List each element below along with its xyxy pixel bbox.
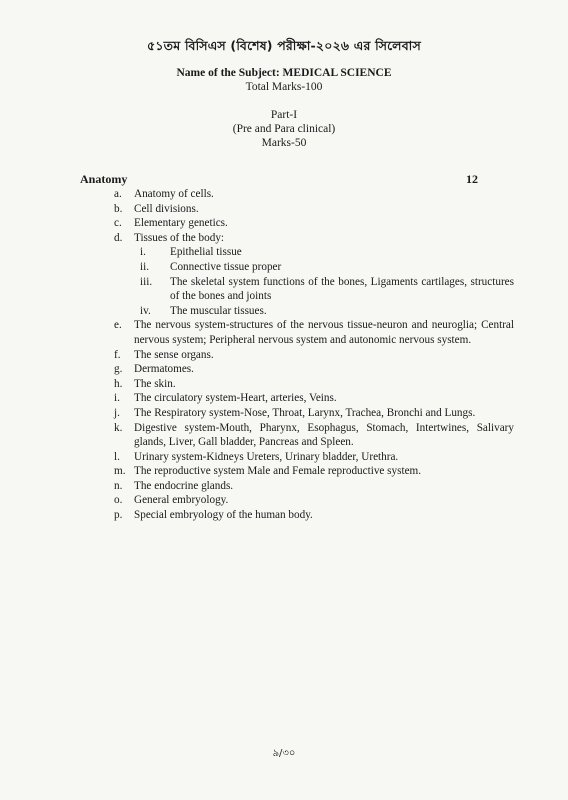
part-title: Part-I — [270, 109, 298, 121]
list-item — [114, 450, 514, 465]
list-marker: c. — [114, 217, 122, 230]
page-number: ৯/৩০ — [272, 748, 296, 759]
list-marker: g. — [114, 363, 123, 376]
list-marker: b. — [114, 202, 123, 215]
list-marker: e. — [114, 319, 122, 332]
sub-list-marker: ii. — [140, 260, 150, 273]
list-item-text: The endocrine glands. — [134, 479, 234, 492]
sub-list-item-text: The skeletal system functions of the bones, Ligaments cartilages, structures of the bones and joints — [170, 275, 514, 303]
list-item-text: Cell divisions. — [134, 202, 199, 215]
list-marker: f. — [114, 348, 121, 361]
sub-list-item — [114, 304, 514, 319]
list-marker: d. — [114, 231, 123, 244]
list-item — [114, 493, 514, 508]
list-item-text: The Respiratory system-Nose, Throat, Larynx, Trachea, Bronchi and Lungs. — [134, 406, 476, 419]
section-title: Anatomy — [80, 172, 128, 186]
list-item — [114, 202, 514, 217]
list-marker: h. — [114, 377, 123, 390]
sub-list-item-text: Connective tissue proper — [170, 260, 282, 273]
list-item-text: Dermatomes. — [134, 363, 194, 376]
list-item-text: Digestive system-Mouth, Pharynx, Esophagus, Stomach, Intertwines, Salivary glands, Liver, Gall bladder, Pancreas and Spleen. — [134, 421, 514, 449]
total-marks: Total Marks-100 — [245, 81, 323, 93]
sub-list-item — [114, 245, 514, 260]
list-item-text: Special embryology of the human body. — [134, 509, 313, 522]
list-item-text: General embryology. — [134, 494, 229, 507]
list-item — [114, 391, 514, 406]
list-item — [114, 508, 514, 523]
sub-list-item — [114, 275, 514, 304]
sub-list-marker: iv. — [140, 304, 151, 317]
list-item — [114, 187, 514, 202]
part-subtitle: (Pre and Para clinical) — [232, 123, 336, 135]
part-marks: Marks-50 — [261, 137, 307, 149]
list-item-text: The skin. — [134, 377, 176, 390]
subject-line — [0, 66, 568, 80]
list-item — [114, 216, 514, 231]
sub-list-item-text: The muscular tissues. — [170, 304, 267, 317]
list-marker: p. — [114, 509, 123, 522]
list-item — [114, 231, 514, 246]
sub-list-item-text: Epithelial tissue — [170, 246, 242, 259]
list-item-text: Anatomy of cells. — [134, 188, 214, 200]
part-block — [0, 108, 568, 150]
list-item — [114, 318, 514, 347]
list-item-text: Elementary genetics. — [134, 217, 228, 230]
page-header-title: ৫১তম বিসিএস (বিশেষ) পরীক্ষা-২০২৬ এর সিলেবাস — [147, 38, 421, 53]
list-marker: k. — [114, 421, 123, 434]
list-item-text: Tissues of the body: — [134, 231, 225, 244]
list-item — [114, 421, 514, 450]
list-item — [114, 377, 514, 392]
list-item-text: The nervous system-structures of the nervous tissue-neuron and neuroglia; Central nervous system; Peripheral nervous system and autonomic nervous system. — [134, 319, 514, 346]
list-item — [114, 479, 514, 494]
section-marks: 12 — [466, 172, 478, 186]
sub-list-marker: i. — [140, 246, 146, 259]
list-item-text: The sense organs. — [134, 348, 214, 361]
subject-name: MEDICAL SCIENCE — [282, 67, 392, 79]
list-item-text: The circulatory system-Heart, arteries, Veins. — [134, 392, 337, 405]
list-item — [114, 406, 514, 421]
list-item — [114, 464, 514, 479]
sub-list-marker: iii. — [140, 275, 153, 288]
list-item — [114, 362, 514, 377]
list-marker: m. — [114, 465, 126, 478]
list-marker: i. — [114, 392, 120, 405]
subject-block — [0, 66, 568, 94]
list-marker: l. — [114, 450, 120, 463]
list-item-text: Urinary system-Kidneys Ureters, Urinary bladder, Urethra. — [134, 450, 399, 463]
syllabus-list — [114, 187, 514, 523]
subject-label: Name of the Subject: — [176, 67, 283, 79]
list-marker: j. — [114, 406, 120, 419]
list-marker: a. — [114, 188, 122, 200]
list-item-text: The reproductive system Male and Female reproductive system. — [134, 465, 422, 478]
list-marker: o. — [114, 494, 123, 507]
sub-list-item — [114, 260, 514, 275]
list-item — [114, 348, 514, 363]
list-marker: n. — [114, 479, 123, 492]
